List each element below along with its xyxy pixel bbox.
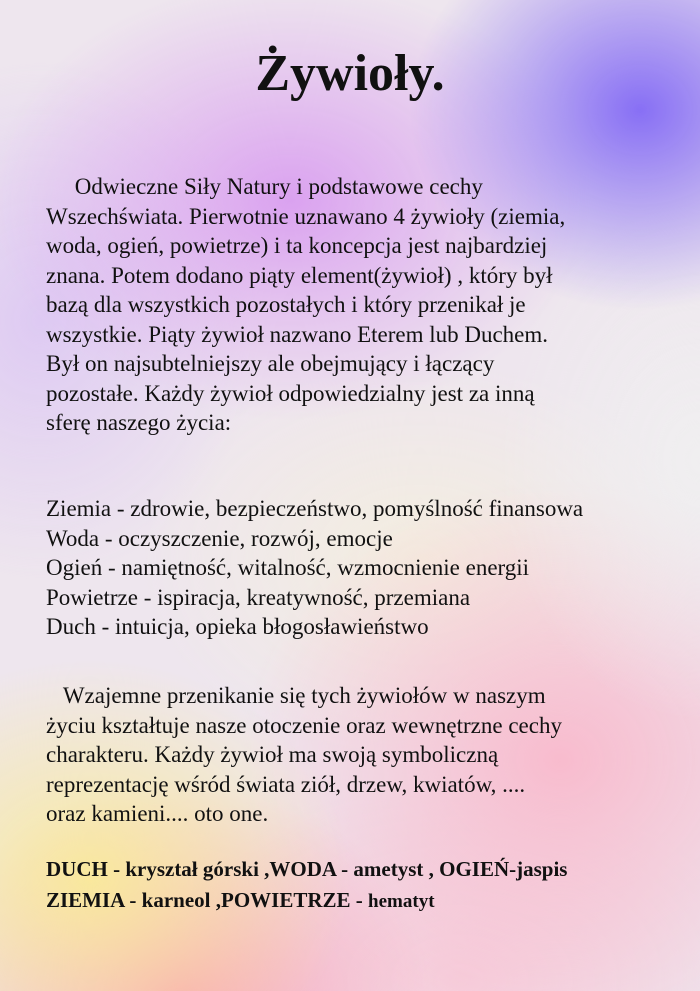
element-item-powietrze: Powietrze - ispiracja, kreatywność, przemiana [46, 584, 471, 610]
stones-line-2 [46, 885, 700, 917]
element-item-ogien: Ogień - namiętność, witalność, wzmocnienie energii [46, 555, 530, 580]
outro-line: oraz kamieni.... oto one. [46, 801, 269, 826]
intro-line: sferę naszego życia: [46, 410, 232, 435]
elements-list [46, 494, 700, 642]
outro-line: życiu kształtuje nasze otoczenie oraz wewnętrzne cechy [46, 712, 562, 738]
stones-line-1: DUCH - kryształ górski ,WODA - ametyst , OGIEŃ-jaspis [46, 857, 568, 881]
page-title: Żywioły. [255, 45, 445, 102]
intro-line: pozostałe. Każdy żywioł odpowiedzialny jest za inną [46, 380, 535, 406]
intro-line: woda, ogień, powietrze) i ta koncepcja jest najbardziej [46, 233, 548, 258]
intro-line: wszystkie. Piąty żywioł nazwano Eterem lub Duchem. [46, 321, 549, 347]
intro-line: bazą dla wszystkich pozostałych i który przenikał je [46, 292, 526, 317]
outro-line: reprezentację wśród świata ziół, drzew, kwiatów, .... [46, 771, 526, 797]
stones-list [46, 854, 700, 917]
intro-paragraph [46, 172, 700, 438]
intro-line: znana. Potem dodano piąty element(żywioł) , który był [46, 262, 553, 288]
element-item-ziemia: Ziemia - zdrowie, bezpieczeństwo, pomyślność finansowa [46, 496, 584, 521]
outro-paragraph [46, 681, 700, 829]
intro-line: Odwieczne Siły Natury i podstawowe cechy [46, 174, 483, 199]
intro-line: Był on najsubtelniejszy ale obejmujący i łączący [46, 351, 495, 376]
stones-line-2-end: hematyt [368, 891, 435, 912]
outro-line: Wzajemne przenikanie się tych żywiołów w naszym [46, 683, 546, 708]
element-item-duch: Duch - intuicja, opieka błogosławieństwo [46, 614, 429, 639]
element-item-woda: Woda - oczyszczenie, rozwój, emocje [46, 525, 393, 551]
stones-line-2-main: ZIEMIA - karneol ,POWIETRZE - [46, 888, 369, 912]
intro-line: Wszechświata. Pierwotnie uznawano 4 żywioły (ziemia, [46, 203, 566, 229]
outro-line: charakteru. Każdy żywioł ma swoją symboliczną [46, 742, 499, 767]
